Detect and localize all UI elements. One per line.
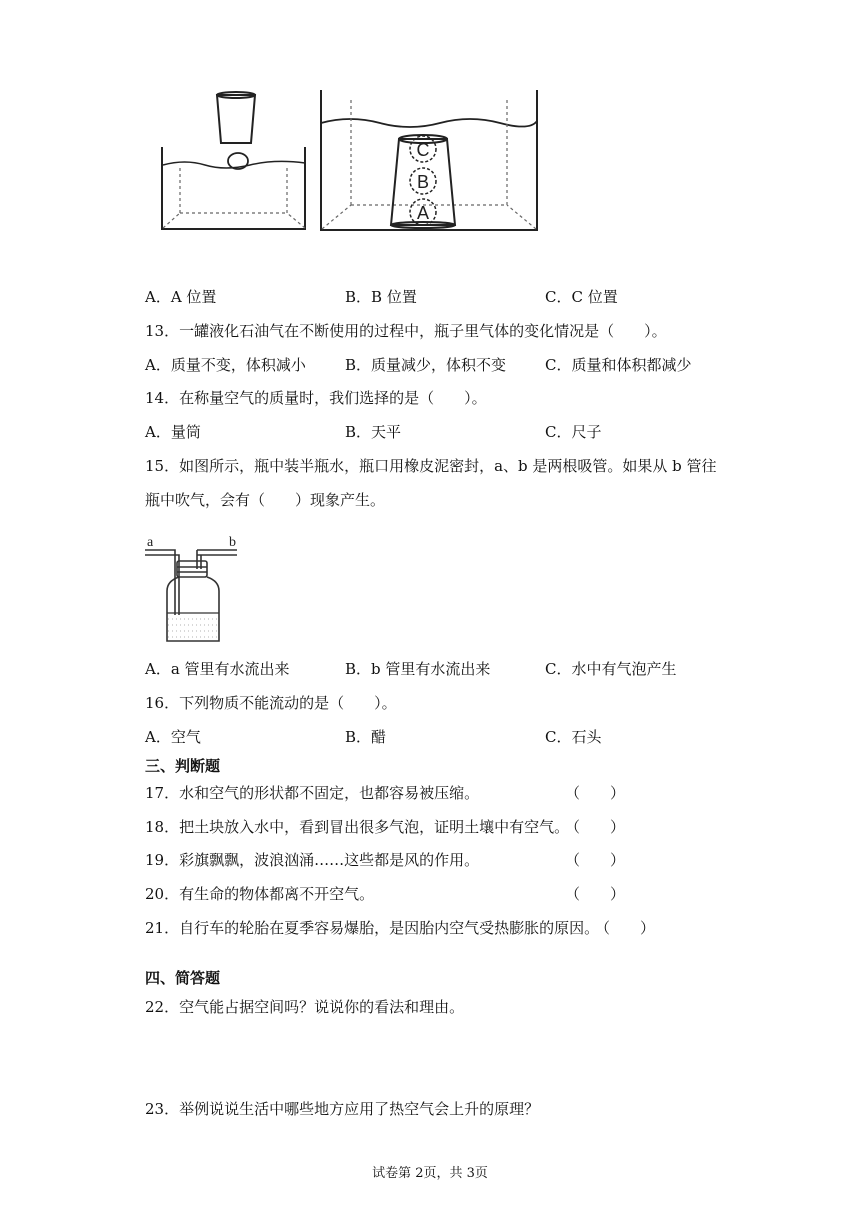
- label-a: A: [416, 203, 430, 223]
- q12-figure: [155, 85, 555, 235]
- q15-stem-line1: 15．如图所示，瓶中装半瓶水，瓶口用橡皮泥密封，a、b 是两根吸管。如果从 b 管往: [145, 457, 717, 475]
- q12-option-c: C．C 位置: [545, 288, 618, 306]
- q16-stem: 16．下列物质不能流动的是（ ）。: [145, 694, 397, 712]
- q15-stem-line2: 瓶中吹气，会有（ ）现象产生。: [145, 491, 386, 509]
- q19-text: 19．彩旗飘飘，波浪汹涌……这些都是风的作用。: [145, 851, 480, 869]
- q12-option-b: B．B 位置: [345, 288, 417, 306]
- q15-option-b: B．b 管里有水流出来: [345, 660, 491, 678]
- tube-a-label: a: [147, 535, 154, 550]
- q20-text: 20．有生命的物体都离不开空气。: [145, 885, 375, 903]
- q14-option-a: A．量筒: [145, 423, 201, 441]
- q23-text: 23．举例说说生活中哪些地方应用了热空气会上升的原理？: [145, 1100, 540, 1118]
- q15-option-c: C．水中有气泡产生: [545, 660, 677, 678]
- label-b: B: [416, 172, 430, 192]
- q16-option-a: A．空气: [145, 728, 201, 746]
- q15-option-a: A．a 管里有水流出来: [145, 660, 290, 678]
- q19-blank: （ ）: [565, 851, 626, 869]
- q17-text: 17．水和空气的形状都不固定，也都容易被压缩。: [145, 784, 480, 802]
- section4-title: 四、简答题: [145, 969, 221, 987]
- q22-text: 22．空气能占据空间吗？说说你的看法和理由。: [145, 998, 465, 1016]
- q13-option-b: B．质量减少，体积不变: [345, 356, 507, 374]
- q15-figure: [145, 535, 245, 645]
- q14-option-b: B．天平: [345, 423, 402, 441]
- tube-b-label: b: [229, 535, 236, 550]
- q13-option-c: C．质量和体积都减少: [545, 356, 692, 374]
- q16-option-b: B．醋: [345, 728, 387, 746]
- q17-blank: （ ）: [565, 784, 626, 802]
- q12-option-a: A．A 位置: [145, 288, 217, 306]
- q13-option-a: A．质量不变，体积减小: [145, 356, 306, 374]
- q13-stem: 13．一罐液化石油气在不断使用的过程中，瓶子里气体的变化情况是（ ）。: [145, 322, 667, 340]
- q20-blank: （ ）: [565, 885, 626, 903]
- q18-text: 18．把土块放入水中，看到冒出很多气泡，证明土壤中有空气。: [145, 818, 570, 836]
- q14-stem: 14．在称量空气的质量时，我们选择的是（ ）。: [145, 389, 487, 407]
- q16-option-c: C．石头: [545, 728, 602, 746]
- q21-blank: （ ）: [595, 919, 656, 937]
- q21-text: 21．自行车的轮胎在夏季容易爆胎，是因胎内空气受热膨胀的原因。: [145, 919, 600, 937]
- q18-blank: （ ）: [565, 818, 626, 836]
- label-c: C: [416, 140, 430, 160]
- page-footer: 试卷第 2页，共 3页: [372, 1166, 488, 1181]
- q14-option-c: C．尺子: [545, 423, 602, 441]
- section3-title: 三、判断题: [145, 757, 221, 775]
- left-tank: [162, 92, 305, 229]
